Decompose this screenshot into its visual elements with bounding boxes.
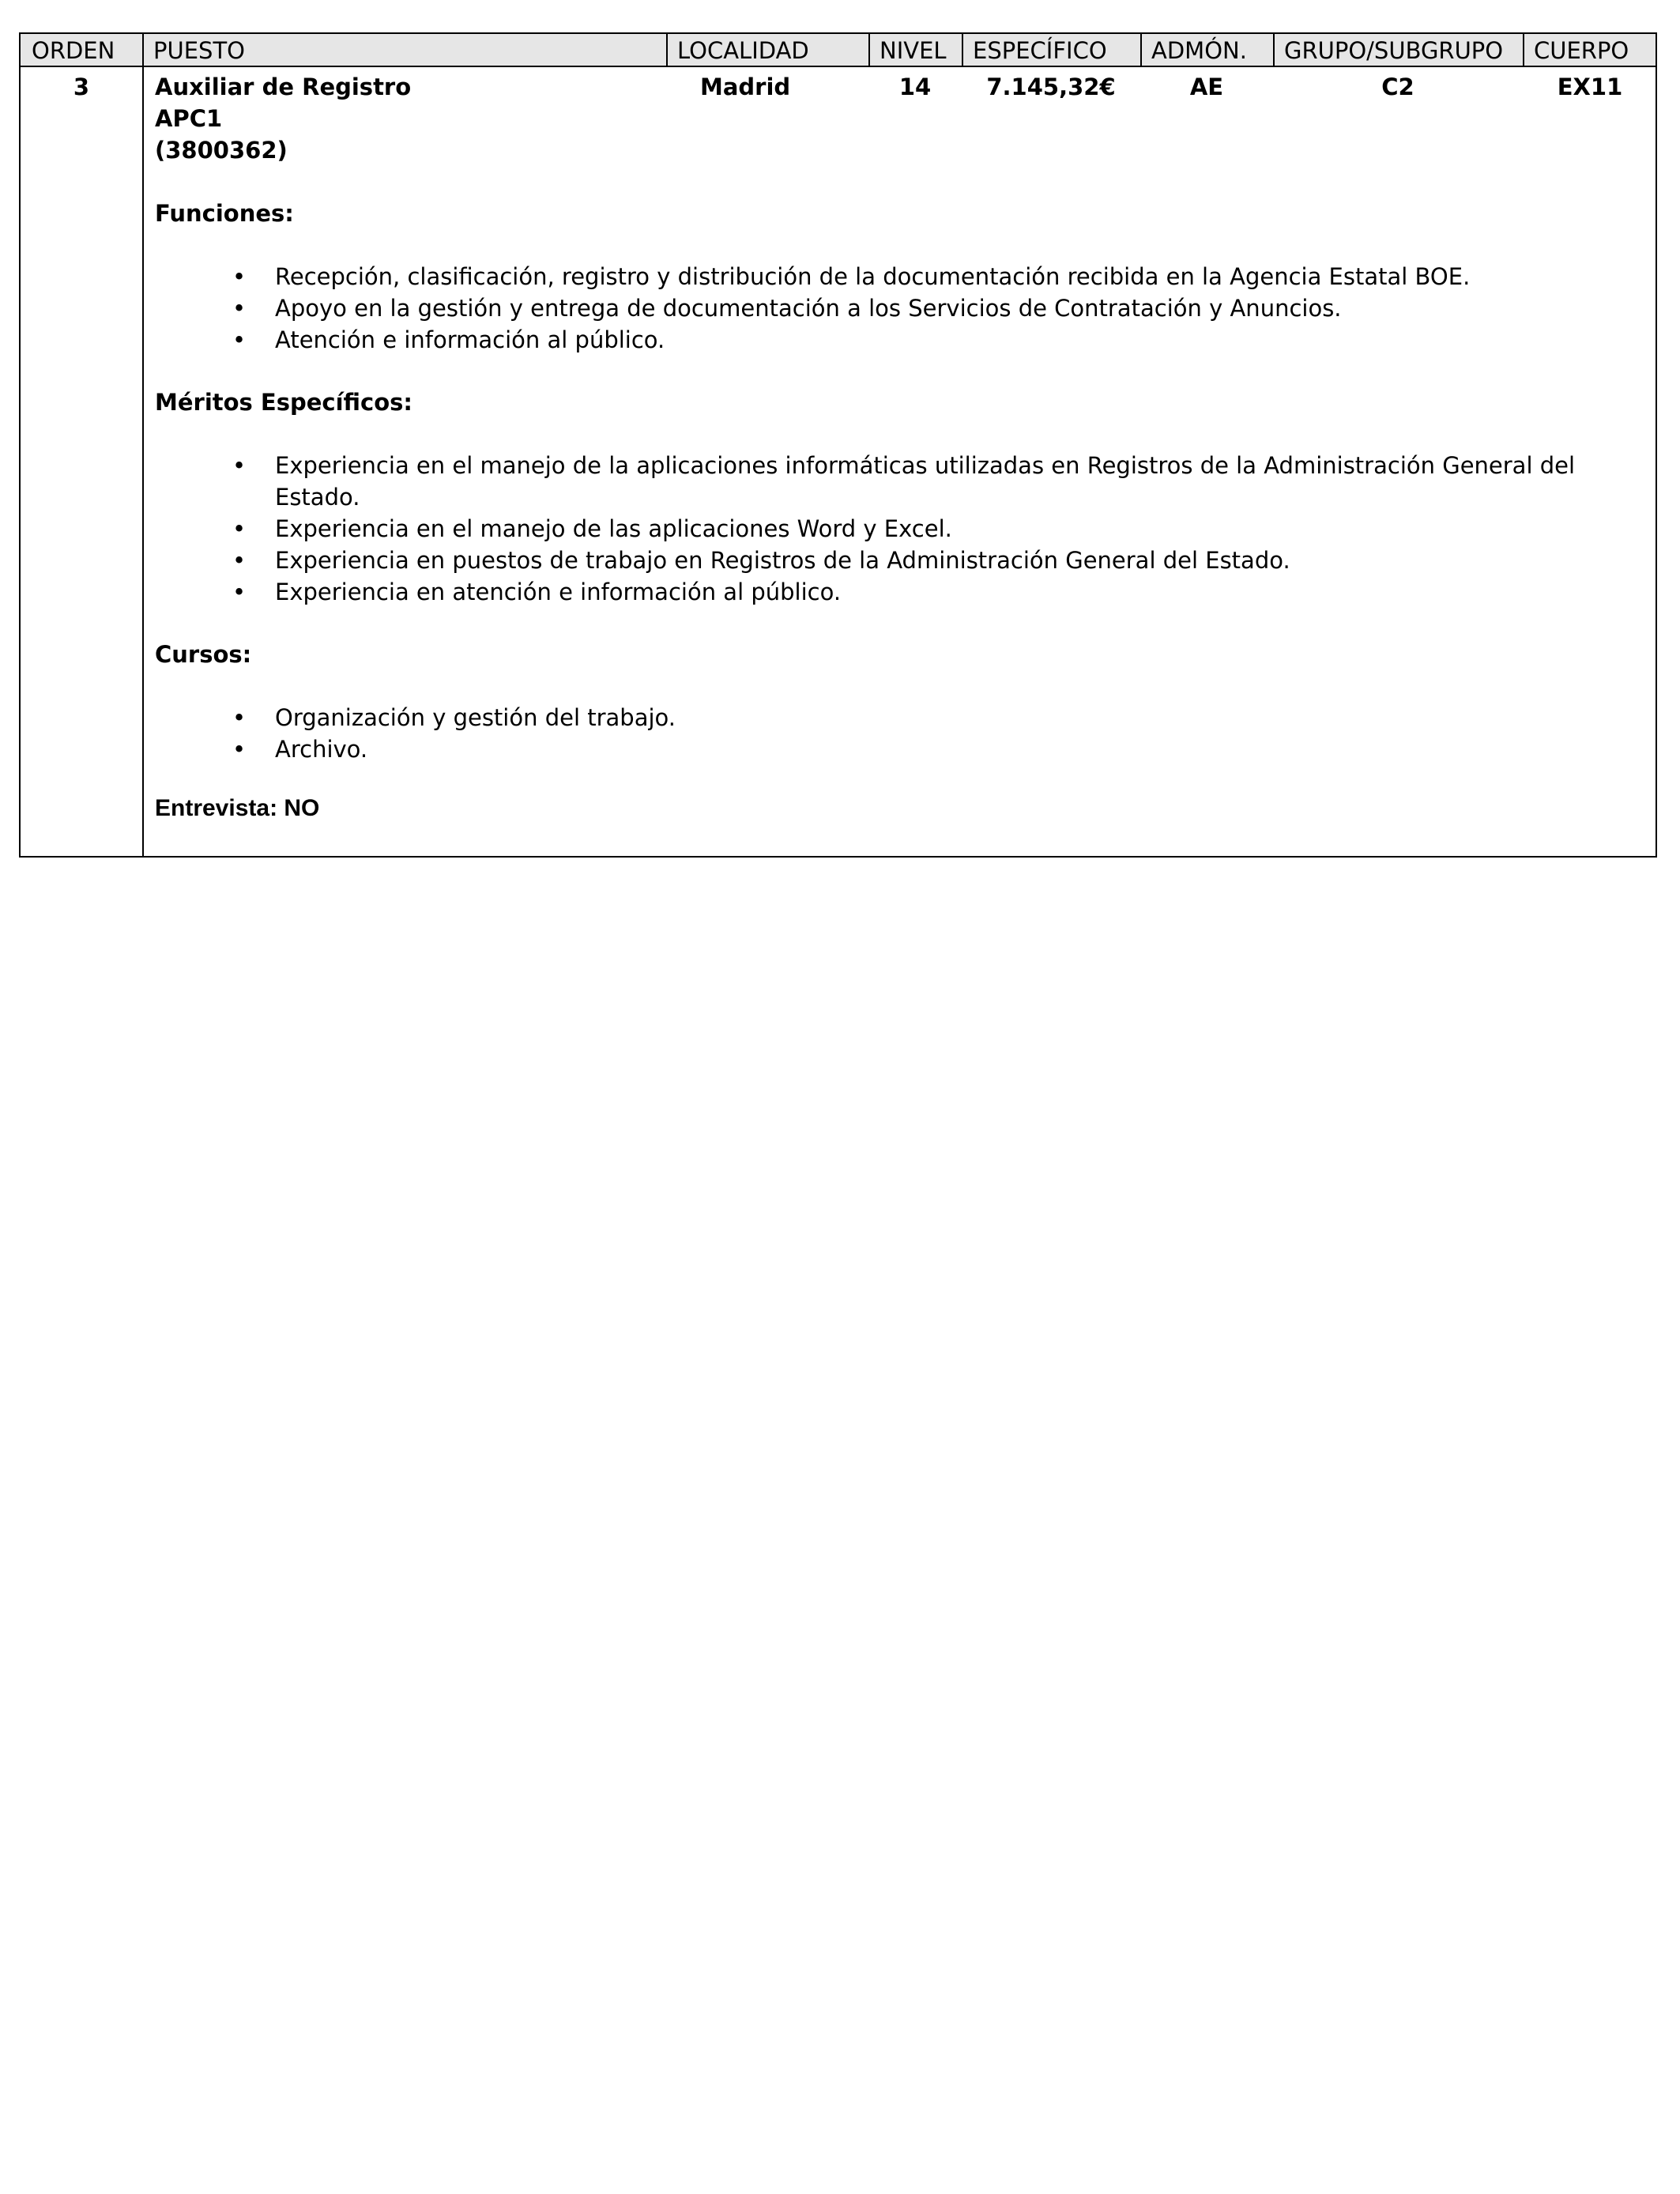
bullet: • <box>232 547 247 574</box>
header-cuerpo: CUERPO <box>1534 37 1629 64</box>
funciones-item: Recepción, clasificación, registro y distribución de la documentación recibida en la Agencia Estatal BOE. <box>275 263 1471 290</box>
bullet: • <box>232 515 247 542</box>
cell-puesto-code: APC1 <box>155 105 223 132</box>
header-localidad: LOCALIDAD <box>677 37 809 64</box>
cell-grupo: C2 <box>1381 74 1414 100</box>
cell-cuerpo: EX11 <box>1557 74 1623 100</box>
column-divider <box>666 34 668 67</box>
meritos-item: Experiencia en atención e información al público. <box>275 579 842 605</box>
column-divider <box>962 34 963 67</box>
meritos-heading: Méritos Específicos: <box>155 389 413 416</box>
cell-puesto-title: Auxiliar de Registro <box>155 74 412 100</box>
bullet: • <box>232 579 247 605</box>
bullet: • <box>232 704 247 731</box>
header-especifico: ESPECÍFICO <box>973 37 1107 64</box>
header-orden: ORDEN <box>32 37 115 64</box>
funciones-item: Apoyo en la gestión y entrega de documentación a los Servicios de Contratación y Anuncios. <box>275 295 1342 322</box>
bullet: • <box>232 326 247 353</box>
meritos-item: Experiencia en el manejo de la aplicaciones informáticas utilizadas en Registros de la Administración General del Estado. <box>275 452 1576 511</box>
header-admon: ADMÓN. <box>1151 37 1247 64</box>
job-table <box>19 32 1657 858</box>
cursos-item: Archivo. <box>275 736 368 763</box>
cell-localidad: Madrid <box>700 74 791 100</box>
cell-orden: 3 <box>73 74 90 100</box>
column-divider <box>868 34 870 67</box>
header-grupo: GRUPO/SUBGRUPO <box>1284 37 1504 64</box>
column-divider <box>1523 34 1524 67</box>
meritos-item: Experiencia en el manejo de las aplicaciones Word y Excel. <box>275 515 952 542</box>
meritos-item: Experiencia en puestos de trabajo en Registros de la Administración General del Estado. <box>275 547 1290 574</box>
cell-admon: AE <box>1189 74 1224 100</box>
bullet: • <box>232 295 247 322</box>
header-nivel: NIVEL <box>880 37 947 64</box>
funciones-heading: Funciones: <box>155 200 294 227</box>
cursos-item: Organización y gestión del trabajo. <box>275 704 676 731</box>
cell-especifico: 7.145,32€ <box>986 74 1116 100</box>
bullet: • <box>232 452 247 479</box>
cell-puesto-id: (3800362) <box>155 137 288 164</box>
bullet: • <box>232 263 247 290</box>
column-divider <box>1273 34 1275 67</box>
entrevista-label: Entrevista: NO <box>155 795 320 821</box>
cell-nivel: 14 <box>898 74 932 100</box>
funciones-item: Atención e información al público. <box>275 326 665 353</box>
column-divider <box>1140 34 1142 67</box>
cursos-heading: Cursos: <box>155 641 252 668</box>
column-divider <box>142 34 144 856</box>
header-puesto: PUESTO <box>153 37 245 64</box>
bullet: • <box>232 736 247 763</box>
